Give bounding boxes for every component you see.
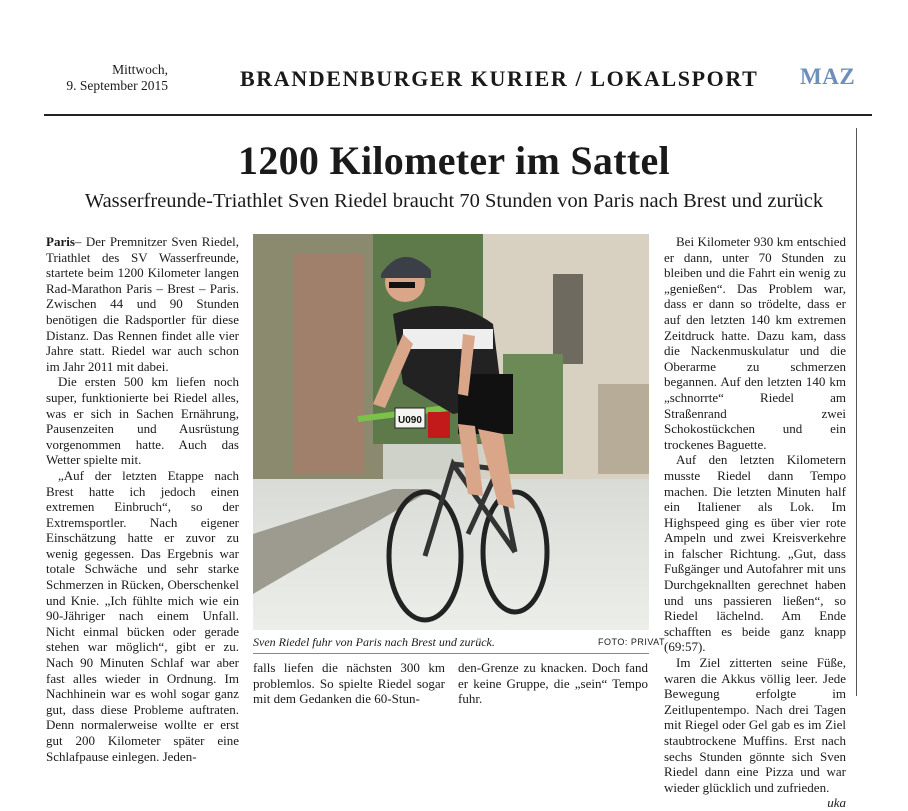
article-subheadline: Wasserfreunde-Triathlet Sven Riedel braucht 70 Stunden von Paris nach Brest und zurück bbox=[84, 190, 824, 212]
article-headline: 1200 Kilometer im Sattel bbox=[238, 138, 670, 183]
paragraph-text: Im Ziel zitterten seine Füße, waren die Akkus völlig leer. Jede Bewegung erfolgte im Zeitlupentempo. Nach drei Tagen mit Riegel oder Gel gab es im Ziel staubtrockene Muffins. Erst nach sechs Stunden gönnte sich Sven Riedel dann eine Pizza und war wieder glücklich und zufrieden. bbox=[664, 655, 846, 795]
issue-date bbox=[50, 62, 168, 94]
dateline: Paris bbox=[46, 234, 75, 249]
article-photo bbox=[253, 234, 649, 630]
maz-logo: MAZ bbox=[800, 64, 856, 89]
article-column-2a bbox=[253, 660, 445, 707]
masthead-rule bbox=[44, 114, 872, 116]
paragraph: den-Grenze zu knacken. Doch fand er keine Gruppe, die „sein“ Tempo fuhr. bbox=[458, 660, 648, 707]
section-title: BRANDENBURGER KURIER / LOKALSPORT bbox=[240, 66, 759, 91]
author-signature: uka bbox=[827, 795, 846, 811]
photo-caption: Sven Riedel fuhr von Paris nach Brest und zurück. bbox=[253, 635, 495, 649]
paragraph: Auf den letzten Kilometern musste Riedel dann Tempo machen. Die letzten Minuten half ein Italiener als Lok. Im Highspeed ging es über vier rote Ampeln und zwei Kreisverkehre in falscher Richtung. „Gut, dass Fußgänger und Autofahrer mit uns Durchgeknallten gerechnet haben und uns passieren ließen“, so Riedel lächelnd. Am Ende schafften es beide ganz knapp (69:57). bbox=[664, 452, 846, 655]
paragraph bbox=[664, 655, 846, 811]
column-rule bbox=[856, 128, 857, 696]
article-column-2b bbox=[458, 660, 648, 707]
paragraph bbox=[46, 234, 239, 374]
paragraph: „Auf der letzten Etappe nach Brest hatte ich jedoch einen extremen Einbruch“, so der Extremsportler. Nach eigener Einschätzung hatte er zuvor zu wenig gegessen. Das Ergebnis war totale Schwäche und sehr starke Schmerzen in Rücken, Oberschenkel und Knie. „Ich fühlte mich wie ein 90-Jähriger nach einem Unfall. Nicht einmal bücken oder gerade stehen war möglich“, gibt er zu. Nach 90 Minuten Schlaf war aber fast alles wieder in Ordnung. Im Nachhinein war es wohl sogar ganz gut, dass diese Probleme auftraten. Denn normalerweise wollte er erst gut 200 Kilometer später eine Schlafpause einlegen. Jeden- bbox=[46, 467, 239, 764]
cyclist-photo-illustration bbox=[253, 234, 649, 630]
article-column-1 bbox=[46, 234, 239, 764]
bib-number: U090 bbox=[398, 415, 422, 426]
paragraph: Die ersten 500 km liefen noch super, funktionierte bei Riedel alles, was er sich in Sachen Ernährung, Pausenzeiten und Ausrüstung vorgenommen hatte. Auch das Wetter spielte mit. bbox=[46, 374, 239, 468]
paragraph-text: – Der Premnitzer Sven Riedel, Triathlet des SV Wasserfreunde, startete beim 1200 Kilometer langen Rad-Marathon Paris – Brest – Paris. Zwischen 44 und 90 Stunden benötigen die Radsportler für diese Distanz. Das Rennen findet alle vier Jahre statt. Riedel war auch schon im Jahr 2011 mit dabei. bbox=[46, 234, 239, 374]
issue-date-text: 9. September 2015 bbox=[66, 78, 168, 93]
article-column-3 bbox=[664, 234, 846, 811]
photo-credit: FOTO: PRIVAT bbox=[598, 637, 666, 647]
caption-rule bbox=[253, 653, 649, 654]
paragraph: Bei Kilometer 930 km entschied er dann, unter 70 Stunden zu bleiben und die Fahrt ein wenig zu „genießen“. Das Problem war, dass er dann so trödelte, dass er auf den letzten 140 km extremen Zeitdruck hatte. Dazu kam, dass die Nackenmuskulatur und die Oberarme zu schmerzen begannen. Auf den letzten 140 km „schnorrte“ Riedel am Straßenrand zwei Schokostückchen und ein trockenes Baguette. bbox=[664, 234, 846, 452]
issue-weekday: Mittwoch, bbox=[112, 62, 168, 77]
paragraph: falls liefen die nächsten 300 km problemlos. So spielte Riedel sogar mit dem Gedanken die 60-Stun- bbox=[253, 660, 445, 707]
